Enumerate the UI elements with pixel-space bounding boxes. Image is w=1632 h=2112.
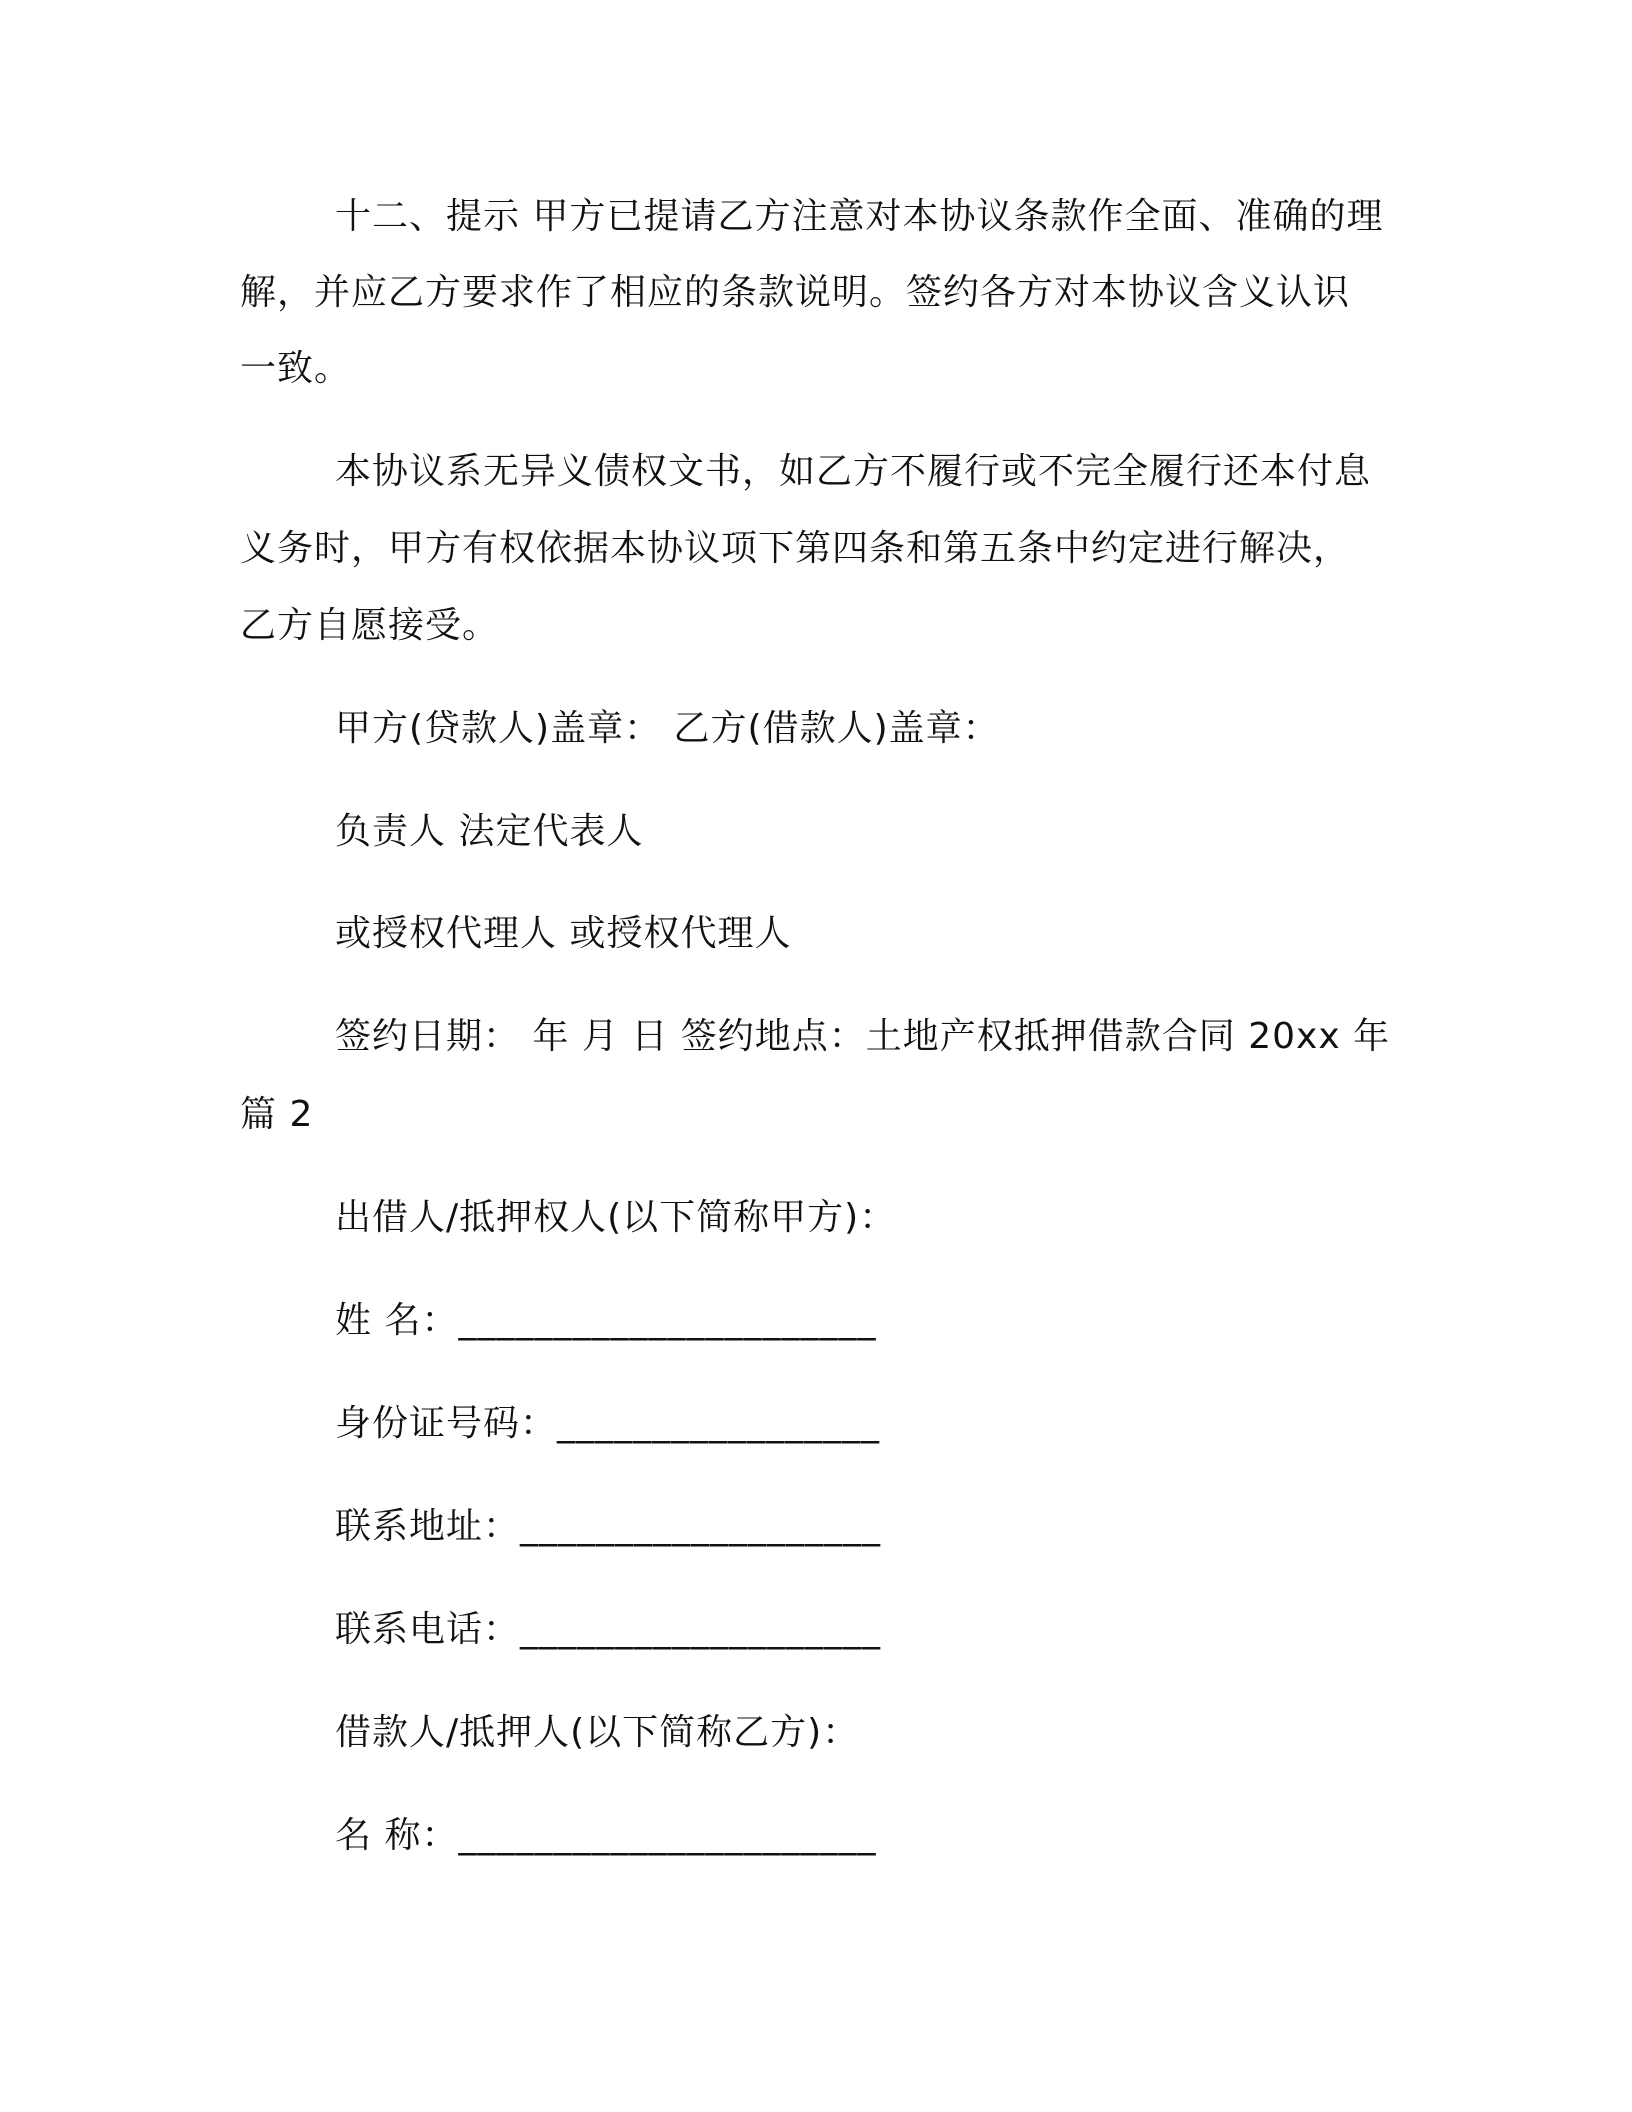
clause-12-line-2: 解，并应乙方要求作了相应的条款说明。签约各方对本协议含义认识 xyxy=(240,272,1351,313)
undisputed-line-3: 乙方自愿接受。 xyxy=(240,605,500,646)
undisputed-line-2: 义务时，甲方有权依据本协议项下第四条和第五条中约定进行解决， xyxy=(240,528,1351,569)
borrower-heading: 借款人/抵押人(以下简称乙方)： xyxy=(335,1712,860,1753)
seals-line: 甲方(贷款人)盖章： 乙方(借款人)盖章： xyxy=(335,708,1000,749)
lender-id-field: 身份证号码：_________________ xyxy=(335,1403,881,1444)
clause-12-line-3: 一致。 xyxy=(240,348,352,389)
section-label: 篇 2 xyxy=(240,1094,314,1135)
agents-line: 或授权代理人 或授权代理人 xyxy=(335,913,792,954)
lender-address-field: 联系地址：___________________ xyxy=(335,1506,882,1547)
borrower-name-field: 名 称：______________________ xyxy=(335,1815,877,1856)
representatives-line: 负责人 法定代表人 xyxy=(335,811,644,852)
lender-heading: 出借人/抵押权人(以下简称甲方)： xyxy=(335,1197,897,1238)
clause-12-line-1: 十二、提示 甲方已提请乙方注意对本协议条款作全面、准确的理 xyxy=(335,196,1384,237)
lender-phone-field: 联系电话：___________________ xyxy=(335,1609,882,1650)
undisputed-line-1: 本协议系无异义债权文书，如乙方不履行或不完全履行还本付息 xyxy=(335,451,1372,492)
lender-name-field: 姓 名：______________________ xyxy=(335,1300,877,1341)
date-place-line: 签约日期： 年 月 日 签约地点：土地产权抵押借款合同 20xx 年 xyxy=(335,1016,1391,1057)
